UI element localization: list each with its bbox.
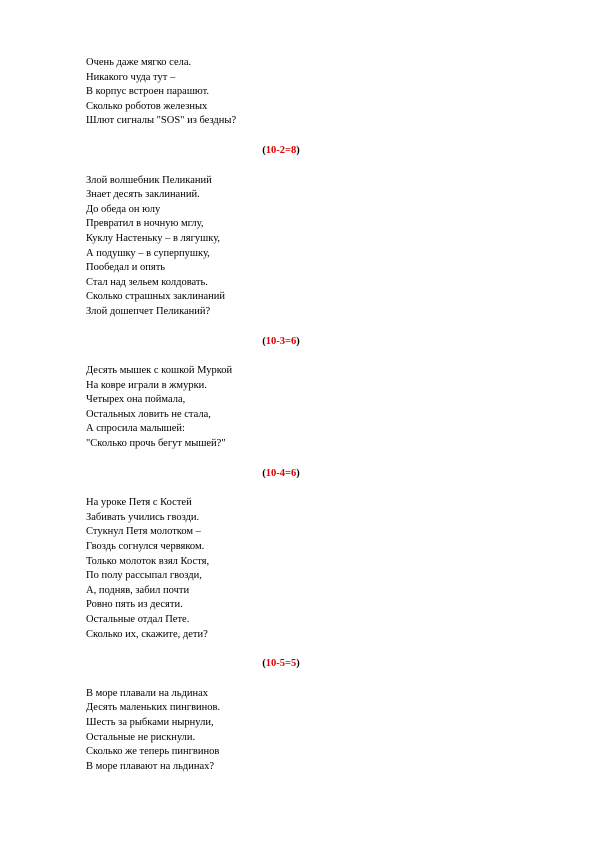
poem-line: Гвоздь согнулся червяком. [86, 541, 205, 553]
poem-stanza [86, 687, 506, 775]
poem-line: Очень даже мягко села. [86, 57, 192, 68]
poem-stanza [86, 496, 506, 642]
poem-line: Четырех она поймала, [86, 394, 186, 406]
answer-equation [86, 144, 506, 159]
poem-line: Куклу Настеньку – в лягушку, [86, 232, 221, 244]
equation-close-paren: ) [296, 467, 300, 479]
poem-line: Только молоток взял Костя, [86, 555, 210, 567]
equation-close-paren: ) [296, 335, 300, 347]
poem-line: Превратил в ночную мглу, [86, 218, 204, 230]
poem-line: Злой волшебник Пеликаний [86, 174, 212, 186]
poem-line: Никакого чуда тут – [86, 71, 176, 83]
equation-text: 10-5=5 [265, 658, 297, 670]
poem-line: До обеда он юлу [86, 203, 161, 215]
poem-line: Десять мышек с кошкой Муркой [86, 365, 233, 377]
poem-line: Остальные не рискнули. [86, 731, 196, 743]
poem-line: В море плавают на льдинах? [86, 760, 215, 772]
poem-line: Злой дошепчет Пеликаний? [86, 305, 211, 317]
answer-equation [86, 335, 506, 350]
poem-content [86, 56, 506, 774]
poem-line: Ровно пять из десяти. [86, 599, 183, 611]
equation-text: 10-4=6 [265, 467, 297, 479]
poem-line: Стукнул Петя молотком – [86, 526, 201, 538]
poem-line: В корпус встроен парашют. [86, 86, 210, 98]
poem-line: Пообедал и опять [86, 262, 166, 274]
poem-line: А спросила малышей: [86, 423, 185, 435]
poem-line: Остальные отдал Пете. [86, 614, 190, 625]
poem-line: Шесть за рыбками нырнули, [86, 716, 214, 728]
poem-line: На уроке Петя с Костей [86, 497, 192, 509]
poem-line: Сколько их, скажите, дети? [86, 628, 208, 640]
poem-line: Забивать учились гвозди. [86, 511, 200, 523]
equation-close-paren: ) [296, 658, 300, 670]
equation-open-paren: ( [262, 144, 266, 156]
poem-line: Стал над зельем колдовать. [86, 276, 208, 288]
poem-line: Остальных ловить не стала, [86, 408, 211, 420]
poem-stanza [86, 56, 506, 129]
poem-line: Сколько роботов железных [86, 100, 208, 112]
poem-line: Десять маленьких пингвинов. [86, 702, 221, 714]
poem-line: А подушку – в суперпушку, [86, 247, 210, 259]
poem-stanza [86, 174, 506, 320]
answer-equation [86, 657, 506, 672]
poem-line: По полу рассыпал гвозди, [86, 570, 202, 582]
poem-line: На ковре играли в жмурки. [86, 379, 207, 391]
equation-close-paren: ) [296, 144, 300, 156]
equation-open-paren: ( [262, 467, 266, 479]
poem-line: Сколько же теперь пингвинов [86, 746, 220, 758]
poem-line: А, подняв, забил почти [86, 584, 190, 596]
equation-text: 10-2=8 [265, 144, 297, 156]
answer-equation [86, 467, 506, 482]
poem-line: В море плавали на льдинах [86, 687, 209, 699]
equation-text: 10-3=6 [265, 335, 297, 347]
poem-line: Шлют сигналы "SOS" из бездны? [86, 115, 237, 127]
poem-stanza [86, 364, 506, 452]
poem-line: Сколько страшных заклинаний [86, 291, 225, 303]
equation-open-paren: ( [262, 658, 266, 670]
equation-open-paren: ( [262, 335, 266, 347]
poem-line: Знает десять заклинаний. [86, 189, 200, 201]
poem-line: "Сколько прочь бегут мышей?" [86, 438, 226, 450]
